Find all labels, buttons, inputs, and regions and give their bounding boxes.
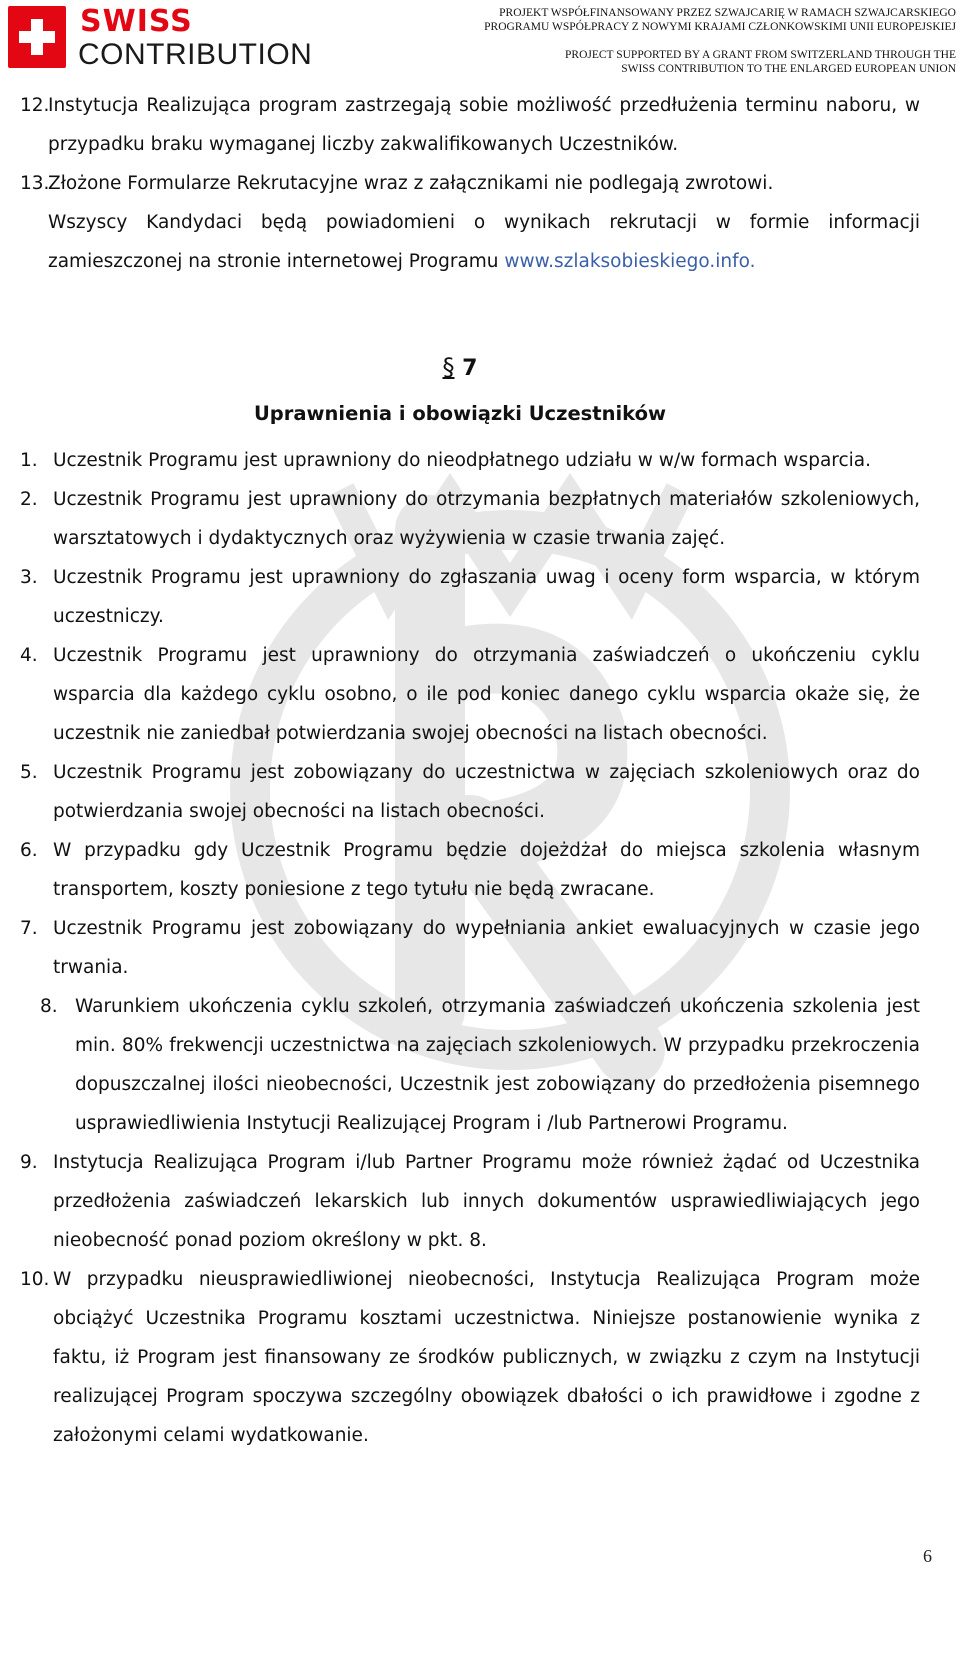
list-item: 3. Uczestnik Programu jest uprawniony do zgłaszania uwag i oceny form wsparcia, w którym uczestniczy. [20,567,920,627]
list-item: 5. Uczestnik Programu jest zobowiązany do uczestnictwa w zajęciach szkoleniowych oraz do potwierdzania swojej obecności na listach obecności. [20,762,920,822]
list-item: 7. Uczestnik Programu jest zobowiązany do wypełniania ankiet ewaluacyjnych w czasie jego trwania. [20,918,920,978]
list-item-continuation: Wszyscy Kandydaci będą powiadomieni o wynikach rekrutacji w formie informacji zamieszczonej na stronie internetowej Programu www.szlaksobieskiego.info. [48,212,920,272]
list-item: 10. W przypadku nieusprawiedliwionej nieobecności, Instytucja Realizująca Program może obciążyć Uczestnika Programu kosztami uczestnictwa. Niniejsze postanowienie wynika z faktu, iż Program jest finansowany ze środków publicznych, w związku z czym na Instytucji realizującej Program spoczywa szczególny obowiązek dbałości o ich prawidłowe i zgodne z założonymi celami wydatkowanie. [20,1269,920,1446]
section-title: Uprawnienia i obowiązki Uczestników [253,402,667,425]
document-body [20,86,920,1455]
section-sign: § [442,353,455,381]
list-item: 1. Uczestnik Programu jest uprawniony do nieodpłatnego udziału w w/w formach wsparcia. [20,450,872,471]
list-item: 6. W przypadku gdy Uczestnik Programu będzie dojeżdżał do miejsca szkolenia własnym transportem, koszty poniesione z tego tytułu nie będą zwracane. [20,840,920,900]
list-item: 13. Złożone Formularze Rekrutacyjne wraz z załącznikami nie podlegają zwrotowi. [20,173,774,194]
program-website-link[interactable]: www.szlaksobieskiego.info. [504,251,756,272]
section-heading-number [20,345,920,391]
list-item: 2. Uczestnik Programu jest uprawniony do otrzymania bezpłatnych materiałów szkoleniowych, warsztatowych i dydaktycznych oraz wyżywienia w czasie trwania zajęć. [20,489,920,549]
list-item: 9. Instytucja Realizująca Program i/lub Partner Programu może również żądać od Uczestnika przedłożenia zaświadczeń lekarskich lub innych dokumentów usprawiedliwiających jego nieobecność ponad poziom określony w pkt. 8. [20,1152,920,1251]
list-item: 8. Warunkiem ukończenia cyklu szkoleń, otrzymania zaświadczeń ukończenia szkolenia jest min. 80% frekwencji uczestnictwa na zajęciach szkoleniowych. W przypadku przekroczenia dopuszczalnej ilości nieobecności, Uczestnik jest zobowiązany do przedłożenia pisemnego usprawiedliwienia Instytucji Realizującej Program i /lub Partnerowi Programu. [40,996,920,1134]
swiss-cross-icon [8,6,66,68]
list-item: 12. Instytucja Realizująca program zastrzegają sobie możliwość przedłużenia terminu naboru, w przypadku braku wymaganej liczby zakwalifikowanych Uczestników. [20,95,920,155]
section-number: 7 [462,356,478,381]
header-polish-notice: PROJEKT WSPÓŁFINANSOWANY PRZEZ SZWAJCARIĘ W RAMACH SZWAJCARSKIEGO PROGRAMU WSPÓŁPRACY Z NOWYMI KRAJAMI CZŁONKOWSKIMI UNII EUROPEJSKIEJ [484,7,956,33]
list-item: 4. Uczestnik Programu jest uprawniony do otrzymania zaświadczeń o ukończeniu cyklu wsparcia dla każdego cyklu osobno, o ile pod koniec danego cyklu wsparcia okaże się, że uczestnik nie zaniedbał potwierdzania swojej obecności na listach obecności. [20,645,920,744]
page-header [0,0,960,84]
page-number: 6 [923,1546,932,1566]
header-english-notice: PROJECT SUPPORTED BY A GRANT FROM SWITZERLAND THROUGH THE SWISS CONTRIBUTION TO THE ENLARGED EUROPEAN UNION [565,49,956,75]
logo-contribution-text: CONTRIBUTION [78,38,313,71]
logo-swiss-text: SWISS [80,4,193,39]
